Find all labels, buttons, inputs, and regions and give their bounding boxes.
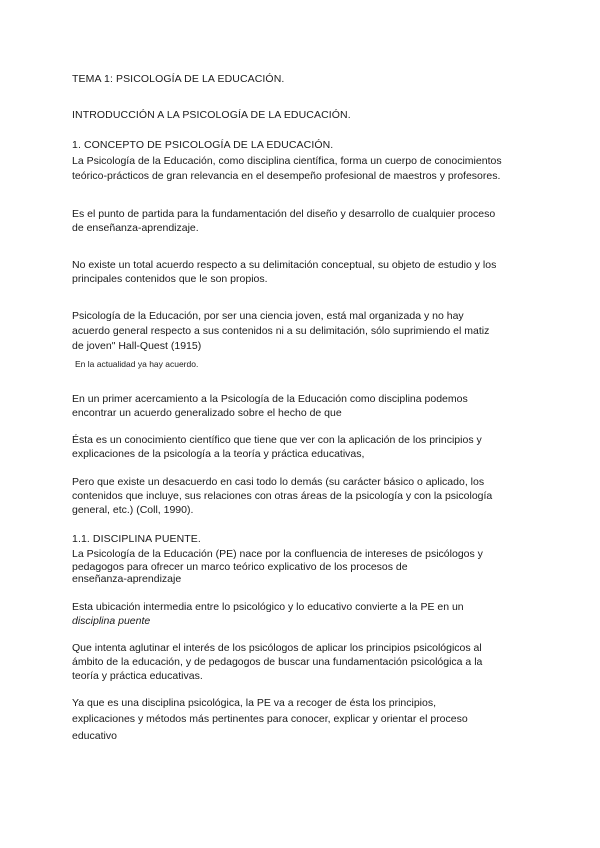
paragraph-line: explicaciones y métodos más pertinentes para conocer, explicar y orientar el proceso [72,713,468,725]
quote-line: de joven" Hall-Quest (1915) [72,340,202,352]
paragraph-line: contenidos que incluye, sus relaciones con otras áreas de la psicología y con la psicología [72,490,493,502]
paragraph-line: Es el punto de partida para la fundamentación del diseño y desarrollo de cualquier proceso [72,208,496,220]
paragraph-line: teórico-prácticos de gran relevancia en el desempeño profesional de maestros y profesores. [72,170,501,182]
emphasis-term: disciplina puente [72,615,151,627]
quote-line: Psicología de la Educación, por ser una ciencia joven, está mal organizada y no hay [72,310,464,322]
paragraph-line: ámbito de la educación, y de pedagogos de buscar una fundamentación psicológica a la [72,656,483,668]
paragraph-line: pedagogos para ofrecer un marco teórico explicativo de los procesos de [72,561,408,573]
paragraph-line: Que intenta aglutinar el interés de los psicólogos de aplicar los principios psicológicos al [72,642,482,654]
paragraph-line: de enseñanza-aprendizaje. [72,222,199,234]
paragraph-line: Ya que es una disciplina psicológica, la PE va a recoger de ésta los principios, [72,697,437,709]
section-1-1-heading: 1.1. DISCIPLINA PUENTE. [72,533,201,545]
paragraph-line: Ésta es un conocimiento científico que tiene que ver con la aplicación de los principios y [72,434,482,446]
note: En la actualidad ya hay acuerdo. [75,359,199,369]
paragraph-line: No existe un total acuerdo respecto a su delimitación conceptual, su objeto de estudio y los [72,259,497,271]
paragraph-line: Esta ubicación intermedia entre lo psicológico y lo educativo convierte a la PE en un [72,601,464,613]
paragraph-line: Pero que existe un desacuerdo en casi todo lo demás (su carácter básico o aplicado, los [72,476,485,488]
paragraph-line: principales contenidos que le son propios. [72,273,268,285]
paragraph-line: En un primer acercamiento a la Psicología de la Educación como disciplina podemos [72,393,468,405]
paragraph-line: explicaciones de la psicología a la teoría y práctica educativas, [72,448,365,460]
paragraph-line: teoría y práctica educativas. [72,670,203,682]
paragraph-line: encontrar un acuerdo generalizado sobre el hecho de que [72,407,342,419]
document-title: TEMA 1: PSICOLOGÍA DE LA EDUCACIÓN. [72,73,285,85]
paragraph-line: educativo [72,730,117,742]
intro-heading: INTRODUCCIÓN A LA PSICOLOGÍA DE LA EDUCACIÓN. [72,109,351,121]
section-1-heading: 1. CONCEPTO DE PSICOLOGÍA DE LA EDUCACIÓN. [72,139,334,151]
paragraph-line: enseñanza-aprendizaje [72,573,182,585]
quote-line: acuerdo general respecto a sus contenidos ni a su delimitación, sólo suprimiendo el matiz [72,325,490,337]
paragraph-line: La Psicología de la Educación, como disciplina científica, forma un cuerpo de conocimientos [72,155,502,167]
paragraph-line: La Psicología de la Educación (PE) nace por la confluencia de intereses de psicólogos y [72,548,483,560]
paragraph-line: general, etc.) (Coll, 1990). [72,504,194,516]
